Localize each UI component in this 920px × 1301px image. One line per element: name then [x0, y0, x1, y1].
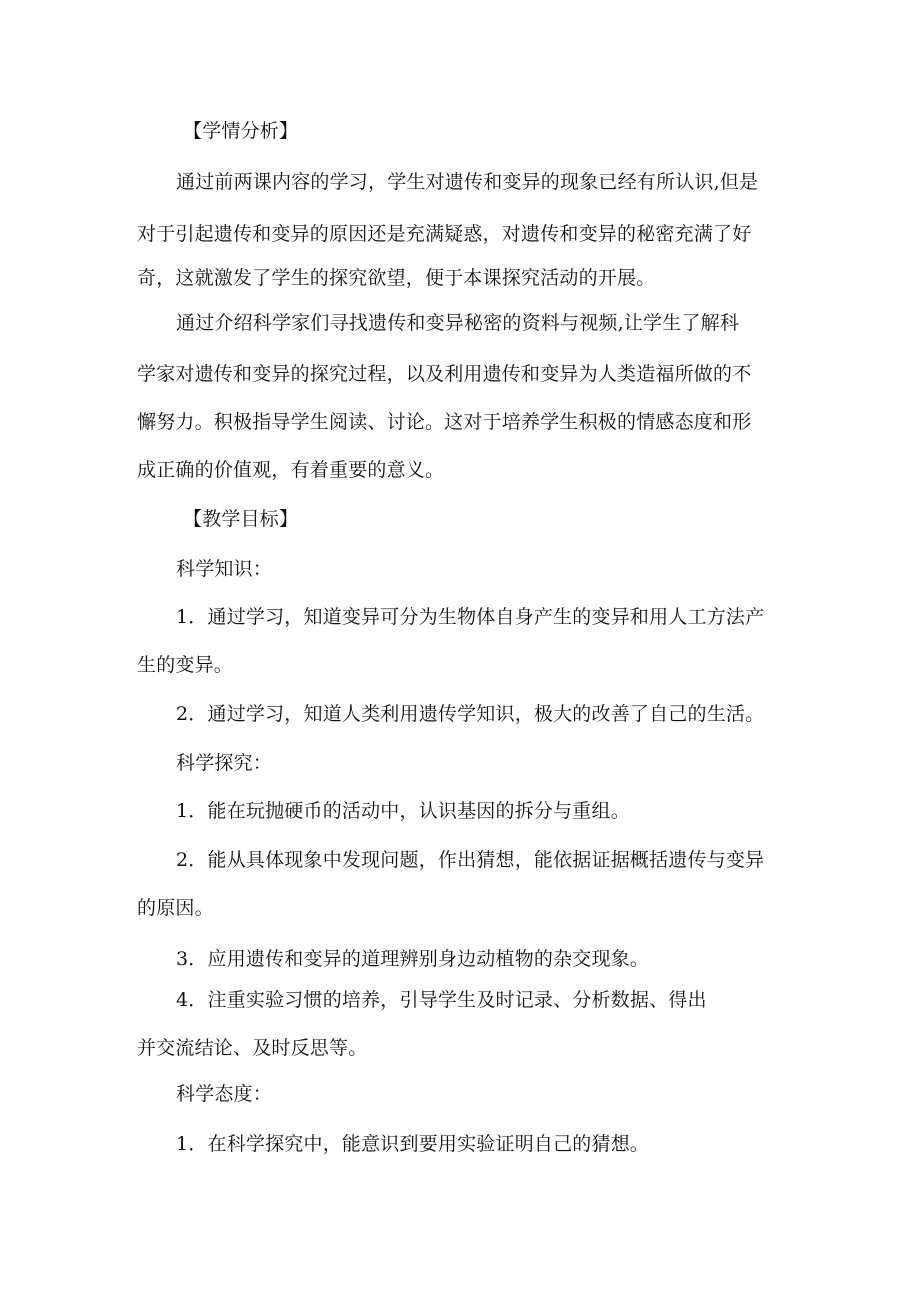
- inquiry-item-3: 3．应用遗传和变异的道理辨别身边动植物的杂交现象。: [176, 948, 650, 970]
- analysis-paragraph-2-line-2: 学家对遗传和变异的探究过程，以及利用遗传和变异为人类造福所做的不: [137, 363, 752, 385]
- analysis-paragraph-2-line-1: 通过介绍科学家们寻找遗传和变异秘密的资料与视频,让学生了解科: [176, 312, 740, 334]
- attitude-title: 科学态度：: [176, 1083, 273, 1105]
- analysis-paragraph-1-line-1: 通过前两课内容的学习，学生对遗传和变异的现象已经有所认识,但是: [176, 171, 759, 193]
- knowledge-item-1-line-1: 1．通过学习，知道变异可分为生物体自身产生的变异和用人工方法产: [176, 606, 765, 628]
- knowledge-item-2: 2．通过学习，知道人类利用遗传学知识，极大的改善了自己的生活。: [176, 703, 765, 725]
- analysis-paragraph-1-line-2: 对于引起遗传和变异的原因还是充满疑惑，对遗传和变异的秘密充满了好: [137, 223, 752, 245]
- knowledge-title: 科学知识：: [176, 558, 273, 580]
- attitude-item-1: 1．在科学探究中，能意识到要用实验证明自己的猜想。: [176, 1133, 650, 1155]
- analysis-paragraph-2-line-4: 成正确的价值观，有着重要的意义。: [137, 459, 445, 481]
- section-heading-goals: 【教学目标】: [183, 508, 299, 530]
- inquiry-item-4-line-2: 并交流结论、及时反思等。: [137, 1037, 368, 1059]
- inquiry-title: 科学探究：: [176, 752, 273, 774]
- analysis-paragraph-2-line-3: 懈努力。积极指导学生阅读、讨论。这对于培养学生积极的情感态度和形: [137, 411, 752, 433]
- inquiry-item-4-line-1: 4．注重实验习惯的培养，引导学生及时记录、分析数据、得出: [176, 989, 707, 1011]
- knowledge-item-1-line-2: 生的变异。: [137, 654, 234, 676]
- section-heading-analysis: 【学情分析】: [183, 120, 299, 142]
- inquiry-item-2-line-2: 的原因。: [137, 897, 214, 919]
- inquiry-item-1: 1．能在玩抛硬币的活动中，认识基因的拆分与重组。: [176, 800, 630, 822]
- analysis-paragraph-1-line-3: 奇，这就激发了学生的探究欲望，便于本课探究活动的开展。: [137, 267, 656, 289]
- inquiry-item-2-line-1: 2．能从具体现象中发现问题，作出猜想，能依据证据概括遗传与变异: [176, 849, 765, 871]
